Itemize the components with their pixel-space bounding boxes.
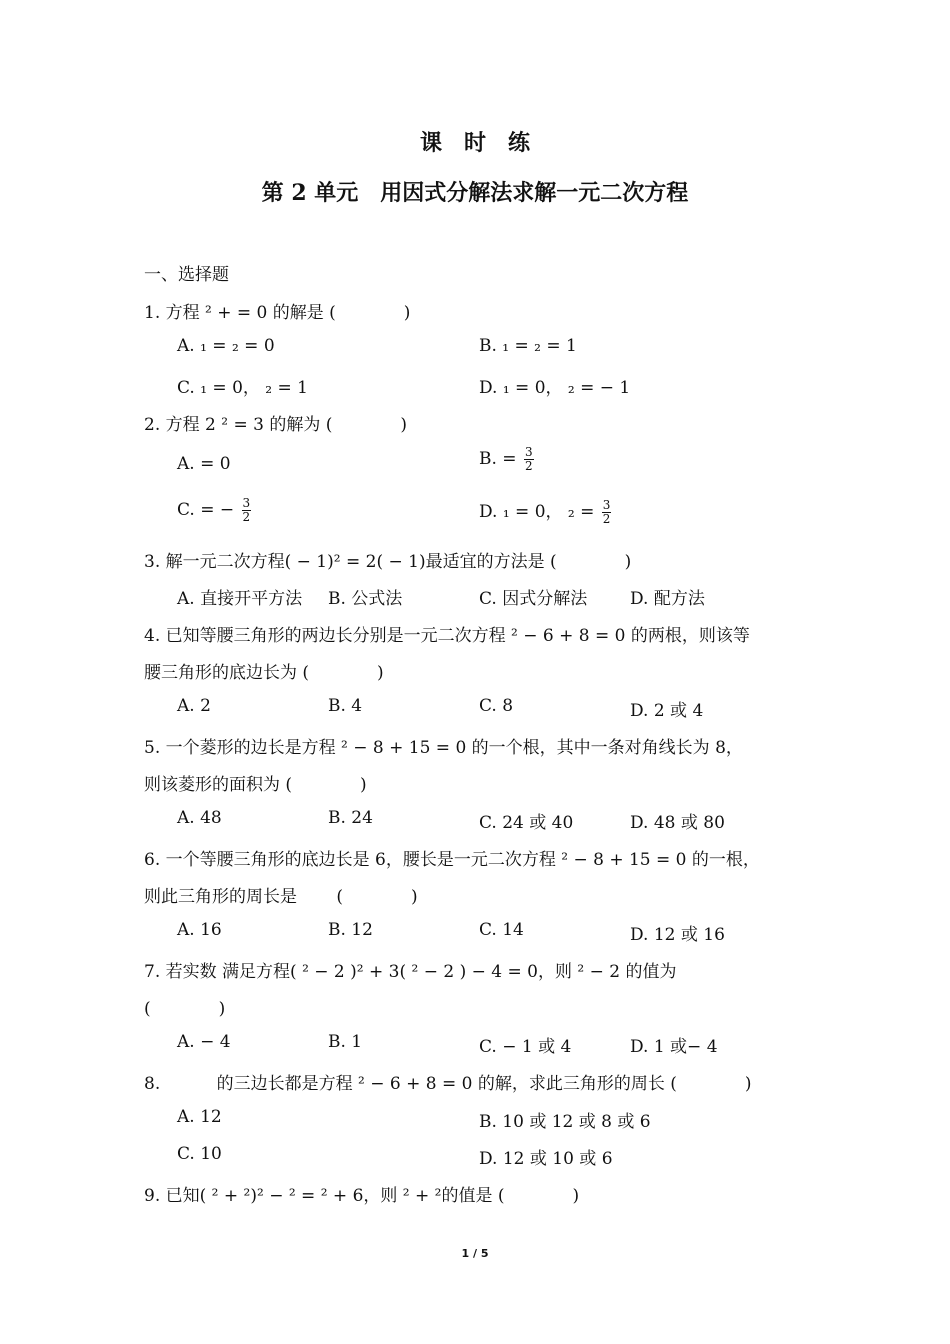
question-2-text: 2. 方程 2 ² = 3 的解为 ( ) (144, 415, 408, 435)
question-5-option-d: D. 48 或 80 (630, 813, 725, 833)
question-2-option-c: C. = − $\frac{3}{2}$ (177, 496, 251, 524)
question-1-option-d: D. ₁ = 0， ₂ = − 1 (479, 378, 631, 398)
question-1-option-c: C. ₁ = 0， ₂ = 1 (177, 378, 308, 398)
question-1-option-b: B. ₁ = ₂ = 1 (479, 336, 577, 356)
page-number: 1 / 5 (461, 1247, 489, 1260)
fraction: $\frac{3}{2}$ (524, 445, 533, 473)
question-6-text: 6. 一个等腰三角形的底边长是 6，腰长是一元二次方程 ² − 8 + 15 = 0 的一根， (144, 850, 760, 870)
question-3-option-a: A. 直接开平方法 (177, 589, 303, 609)
question-7-option-d: D. 1 或− 4 (630, 1037, 718, 1057)
question-6-option-b: B. 12 (328, 920, 373, 940)
question-1-option-a: A. ₁ = ₂ = 0 (177, 336, 275, 356)
question-8-option-b: B. 10 或 12 或 8 或 6 (479, 1112, 651, 1132)
question-4-text-continued: 腰三角形的底边长为 ( ) (144, 663, 384, 683)
question-2-option-d: D. ₁ = 0， ₂ = $\frac{3}{2}$ (479, 498, 611, 526)
question-7-option-c: C. − 1 或 4 (479, 1037, 572, 1057)
question-5-option-c: C. 24 或 40 (479, 813, 574, 833)
question-8-option-d: D. 12 或 10 或 6 (479, 1149, 613, 1169)
document-subtitle: 第 2 单元 用因式分解法求解一元二次方程 (261, 180, 689, 206)
fraction: $\frac{3}{2}$ (242, 496, 251, 524)
question-5-option-a: A. 48 (177, 808, 222, 828)
question-8-text: 8. 的三边长都是方程 ² − 6 + 8 = 0 的解，求此三角形的周长 ( ) (144, 1074, 752, 1094)
question-5-text: 5. 一个菱形的边长是方程 ² − 8 + 15 = 0 的一个根，其中一条对角线长为 8， (144, 738, 743, 758)
question-2-option-a: A. = 0 (177, 454, 231, 474)
question-7-option-a: A. − 4 (177, 1032, 231, 1052)
question-7-text: 7. 若实数 满足方程( ² − 2 )² + 3( ² − 2 ) − 4 = 0，则 ² − 2 的值为 (144, 962, 677, 982)
question-4-option-d: D. 2 或 4 (630, 701, 704, 721)
question-4-option-a: A. 2 (177, 696, 211, 716)
question-6-option-d: D. 12 或 16 (630, 925, 725, 945)
question-5-option-b: B. 24 (328, 808, 373, 828)
question-9-text: 9. 已知( ² + ²)² − ² = ² + 6，则 ² + ²的值是 ( ) (144, 1186, 580, 1206)
question-4-option-b: B. 4 (328, 696, 363, 716)
question-5-text-continued: 则该菱形的面积为 ( ) (144, 775, 367, 795)
section-heading: 一、选择题 (144, 265, 229, 285)
question-2-option-b: B. = $\frac{3}{2}$ (479, 445, 533, 473)
document-title: 课 时 练 (419, 130, 530, 156)
fraction: $\frac{3}{2}$ (602, 498, 611, 526)
question-4-option-c: C. 8 (479, 696, 514, 716)
question-7-text-continued: ( ) (144, 999, 226, 1019)
question-8-option-a: A. 12 (177, 1107, 222, 1127)
question-3-option-d: D. 配方法 (630, 589, 705, 609)
question-6-option-c: C. 14 (479, 920, 524, 940)
question-6-text-continued: 则此三角形的周长是 ( ) (144, 887, 418, 907)
question-3-option-c: C. 因式分解法 (479, 589, 588, 609)
question-3-text: 3. 解一元二次方程( − 1)² = 2( − 1)最适宜的方法是 ( ) (144, 552, 632, 572)
question-3-option-b: B. 公式法 (328, 589, 403, 609)
question-8-option-c: C. 10 (177, 1144, 222, 1164)
question-4-text: 4. 已知等腰三角形的两边长分别是一元二次方程 ² − 6 + 8 = 0 的两根，则该等 (144, 626, 750, 646)
question-6-option-a: A. 16 (177, 920, 222, 940)
question-1-text: 1. 方程 ² + = 0 的解是 ( ) (144, 303, 411, 323)
question-7-option-b: B. 1 (328, 1032, 363, 1052)
